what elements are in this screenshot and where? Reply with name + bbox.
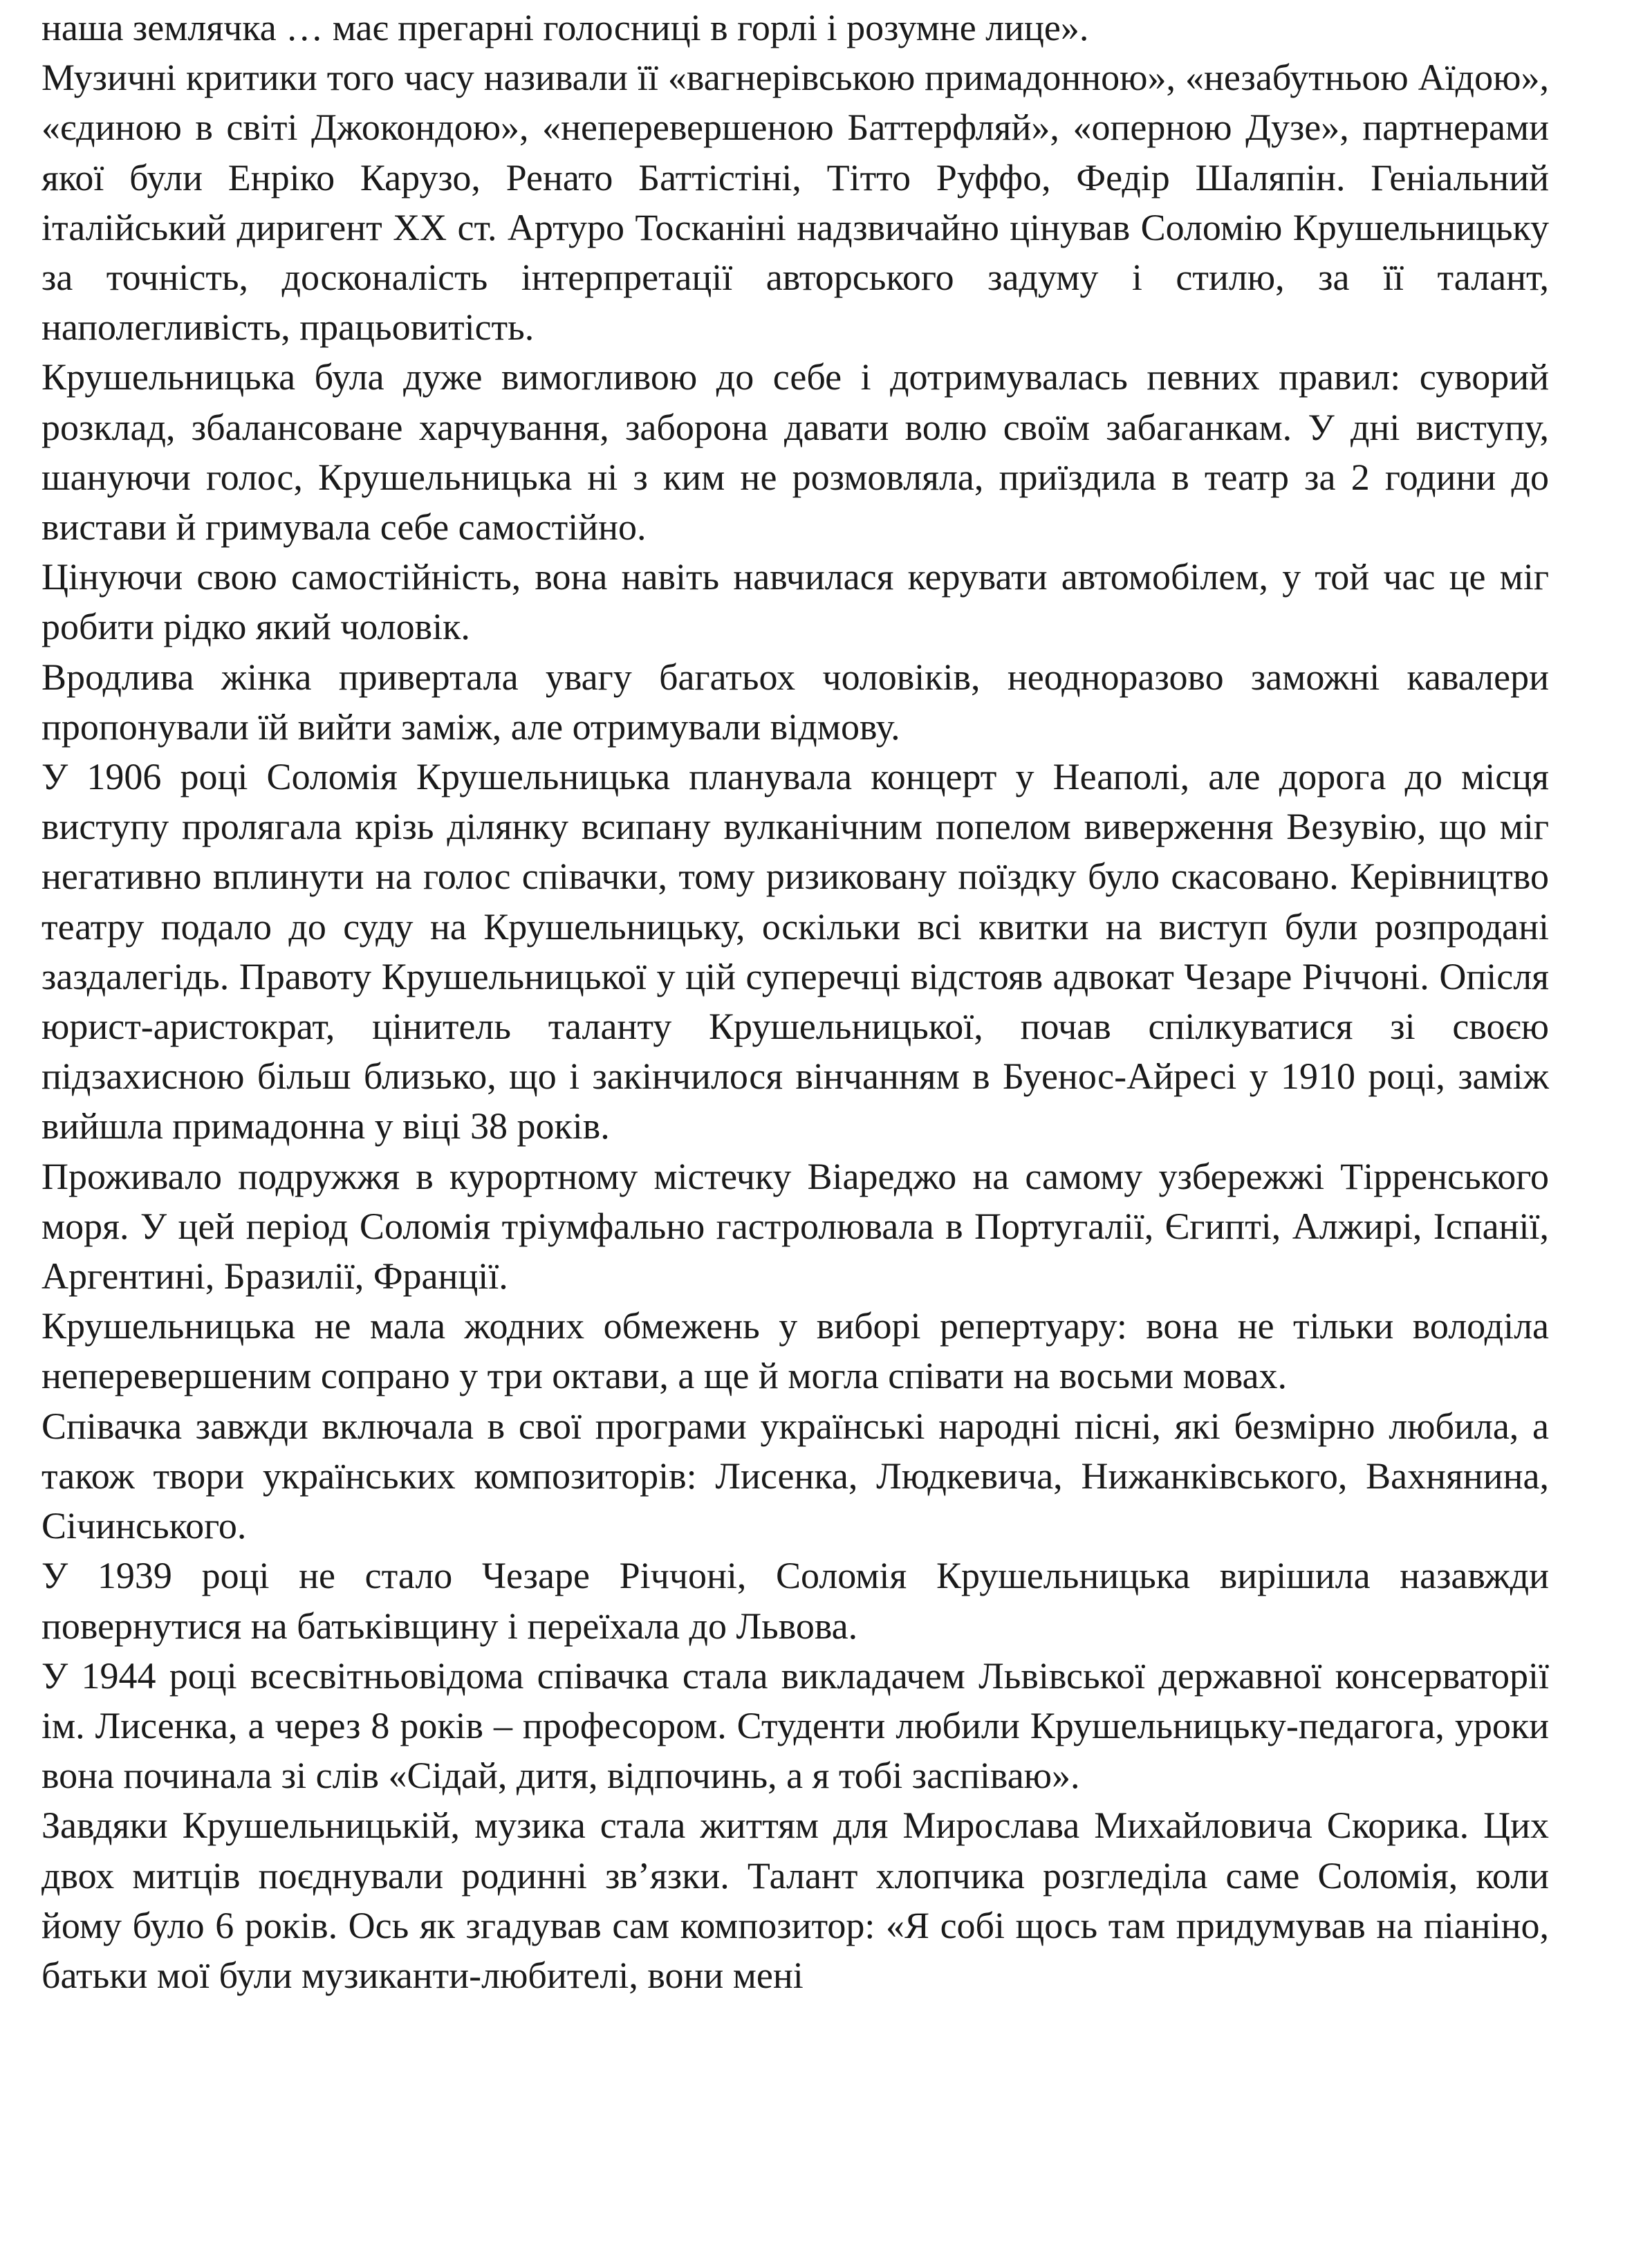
paragraph-3: Крушельницька була дуже вимогливою до себе і дотримувалась певних правил: суворий розклад, збалансоване харчування, заборона давати волю своїм забаганкам. У дні виступу, шануючи голос, Крушельницька ні з ким не розмовляла, приїздила в театр за 2 години до вистави й гримувала себе самостійно.	[41, 356, 1549, 548]
paragraph-1: наша землячка … має прегарні голосниці в горлі і розумне лице».	[41, 7, 1089, 48]
paragraph-8: Крушельницька не мала жодних обмежень у виборі репертуару: вона не тільки володіла неперевершеним сопрано у три октави, а ще й могла співати на восьми мовах.	[41, 1305, 1549, 1397]
paragraph-6: У 1906 році Соломія Крушельницька планувала концерт у Неаполі, але дорога до місця виступу пролягала крізь ділянку всипану вулканічним попелом виверження Везувію, що міг негативно вплинути на голос співачки, тому ризиковану поїздку було скасовано. Керівництво театру подало до суду на Крушельницьку, оскільки всі квитки на виступ були розпродані заздалегідь. Правоту Крушельницької у цій суперечці відстояв адвокат Чезаре Річчоні. Опісля юрист-аристократ, цінитель таланту Крушельницької, почав спілкуватися зі своєю підзахисною більш близько, що і закінчилося вінчанням в Буенос-Айресі у 1910 році, заміж вийшла примадонна у віці 38 років.	[41, 756, 1549, 1147]
paragraph-10: У 1939 році не стало Чезаре Річчоні, Соломія Крушельницька вирішила назавжди повернутися на батьківщину і переїхала до Львова.	[41, 1555, 1549, 1647]
paragraph-7: Проживало подружжя в курортному містечку Віареджо на самому узбережжі Тірренського моря. У цей період Соломія тріумфально гастролювала в Португалії, Єгипті, Алжирі, Іспанії, Аргентині, Бразилії, Франції.	[41, 1155, 1549, 1298]
paragraph-11: У 1944 році всесвітньовідома співачка стала викладачем Львівської державної консерваторії ім. Лисенка, а через 8 років – професором. Студенти любили Крушельницьку-педагога, уроки вона починала зі слів «Сідай, дитя, відпочинь, а я тобі заспіваю».	[41, 1654, 1549, 1797]
paragraph-12: Завдяки Крушельницькій, музика стала життям для Мирослава Михайловича Скорика. Цих двох митців поєднували родинні зв’язки. Талант хлопчика розгледіла саме Соломія, коли йому було 6 років. Ось як згадував сам композитор: «Я собі щось там придумував на піаніно, батьки мої були музиканти-любителі, вони мені	[41, 1805, 1549, 1996]
paragraph-9: Співачка завжди включала в свої програми українські народні пісні, які безмірно любила, а також твори українських композиторів: Лисенка, Людкевича, Нижанківського, Вахнянина, Січинського.	[41, 1405, 1549, 1547]
paragraph-5: Вродлива жінка привертала увагу багатьох чоловіків, неодноразово заможні кавалери пропонували їй вийти заміж, але отримували відмову.	[41, 656, 1549, 748]
paragraph-4: Цінуючи свою самостійність, вона навіть навчилася керувати автомобілем, у той час це міг робити рідко який чоловік.	[41, 556, 1549, 648]
document-page	[41, 3, 1549, 2000]
paragraph-2: Музичні критики того часу називали її «вагнерівською примадонною», «незабутньою Аїдою», «єдиною в світі Джокондою», «неперевершеною Баттерфляй», «оперною Дузе», партнерами якої були Енріко Карузо, Ренато Баттістіні, Тітто Руффо, Федір Шаляпін. Геніальний італійський диригент XX ст. Артуро Тосканіні надзвичайно цінував Соломію Крушельницьку за точність, досконалість інтерпретації авторського задуму і стилю, за її талант, наполегливість, працьовитість.	[41, 57, 1549, 349]
